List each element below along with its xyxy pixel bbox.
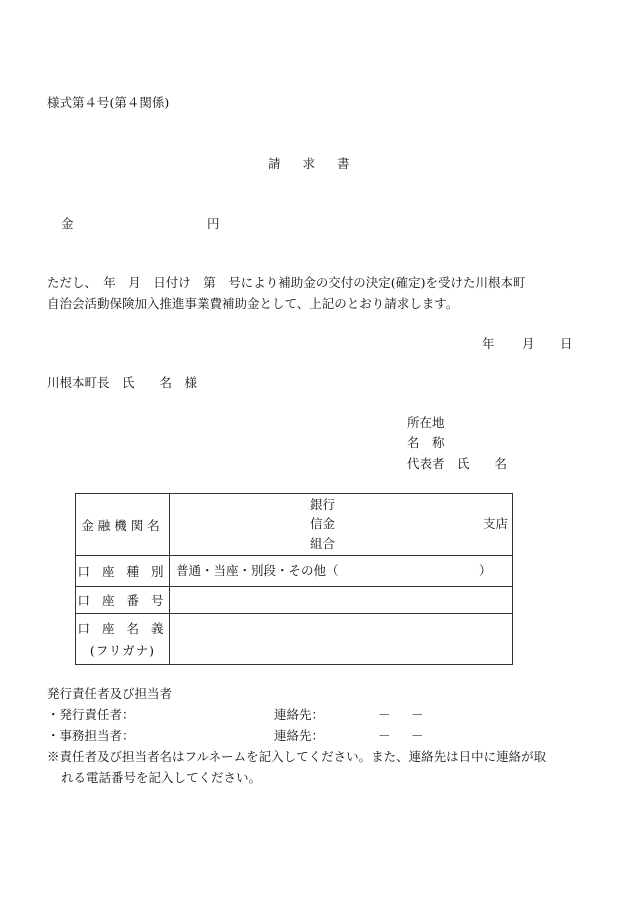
issuer-label: ・発行責任者： <box>47 707 135 722</box>
account-type-label: 口 座 種 別 <box>76 556 170 587</box>
applicant-representative-label: 代表者 氏 名 <box>407 456 508 471</box>
account-type-value[interactable] <box>170 556 513 587</box>
institution-row <box>76 494 513 556</box>
date-month: 月 <box>522 336 535 351</box>
document-title <box>268 158 372 171</box>
account-number-label: 口 座 番 号 <box>76 587 170 614</box>
body-line-1: ただし、 年 月 日付け 第 号により補助金の交付の決定(確定)を受けた川根本町 <box>47 275 526 290</box>
bank-account-table <box>75 493 513 665</box>
issuer-contact-dash-1: － <box>378 707 391 722</box>
institution-type-bank: 銀行 <box>310 497 336 512</box>
applicant-address-label: 所在地 <box>407 415 445 430</box>
date-day: 日 <box>560 336 573 351</box>
issuer-contact-dash-2: － <box>411 707 424 722</box>
institution-value[interactable] <box>170 494 513 556</box>
title-char: 請 <box>268 156 281 171</box>
account-holder-value[interactable] <box>170 614 513 665</box>
amount-yen: 円 <box>207 216 220 231</box>
contacts-heading: 発行責任者及び担当者 <box>47 686 173 701</box>
institution-type-shinkin: 信金 <box>310 516 336 531</box>
staff-contact-label: 連絡先： <box>274 728 325 743</box>
institution-type-kumiai: 組合 <box>310 536 336 551</box>
account-type-options: 普通・当座・別段・その他（ <box>176 563 339 578</box>
amount-kin: 金 <box>61 216 74 231</box>
title-char: 求 <box>302 156 316 171</box>
account-type-row <box>76 556 513 587</box>
account-number-value[interactable] <box>170 587 513 614</box>
title-char: 書 <box>337 156 350 171</box>
account-type-close-paren: ） <box>479 563 492 578</box>
addressee: 川根本町長 氏 名 様 <box>47 375 198 390</box>
staff-label: ・事務担当者： <box>47 728 135 743</box>
account-holder-label-cell <box>76 614 170 665</box>
form-number: 様式第４号(第４関係) <box>47 95 170 110</box>
body-line-2: 自治会活動保険加入推進事業費補助金として、上記のとおり請求します。 <box>47 296 459 311</box>
institution-label: 金融機関名 <box>76 494 170 556</box>
applicant-name-label: 名 称 <box>407 435 445 450</box>
date-year: 年 <box>482 336 495 351</box>
account-number-row <box>76 587 513 614</box>
issuer-contact-label: 連絡先： <box>274 707 325 722</box>
note-line-1: ※責任者及び担当者名はフルネームを記入してください。また、連絡先は日中に連絡が取 <box>47 749 547 764</box>
branch-label: 支店 <box>483 516 509 531</box>
note-line-2: れる電話番号を記入してください。 <box>61 770 262 785</box>
account-holder-furigana: (フリガナ) <box>89 643 156 658</box>
account-holder-label: 口 座 名 義 <box>77 621 168 636</box>
account-holder-row <box>76 614 513 665</box>
staff-contact-dash-2: － <box>411 728 424 743</box>
staff-contact-dash-1: － <box>378 728 391 743</box>
